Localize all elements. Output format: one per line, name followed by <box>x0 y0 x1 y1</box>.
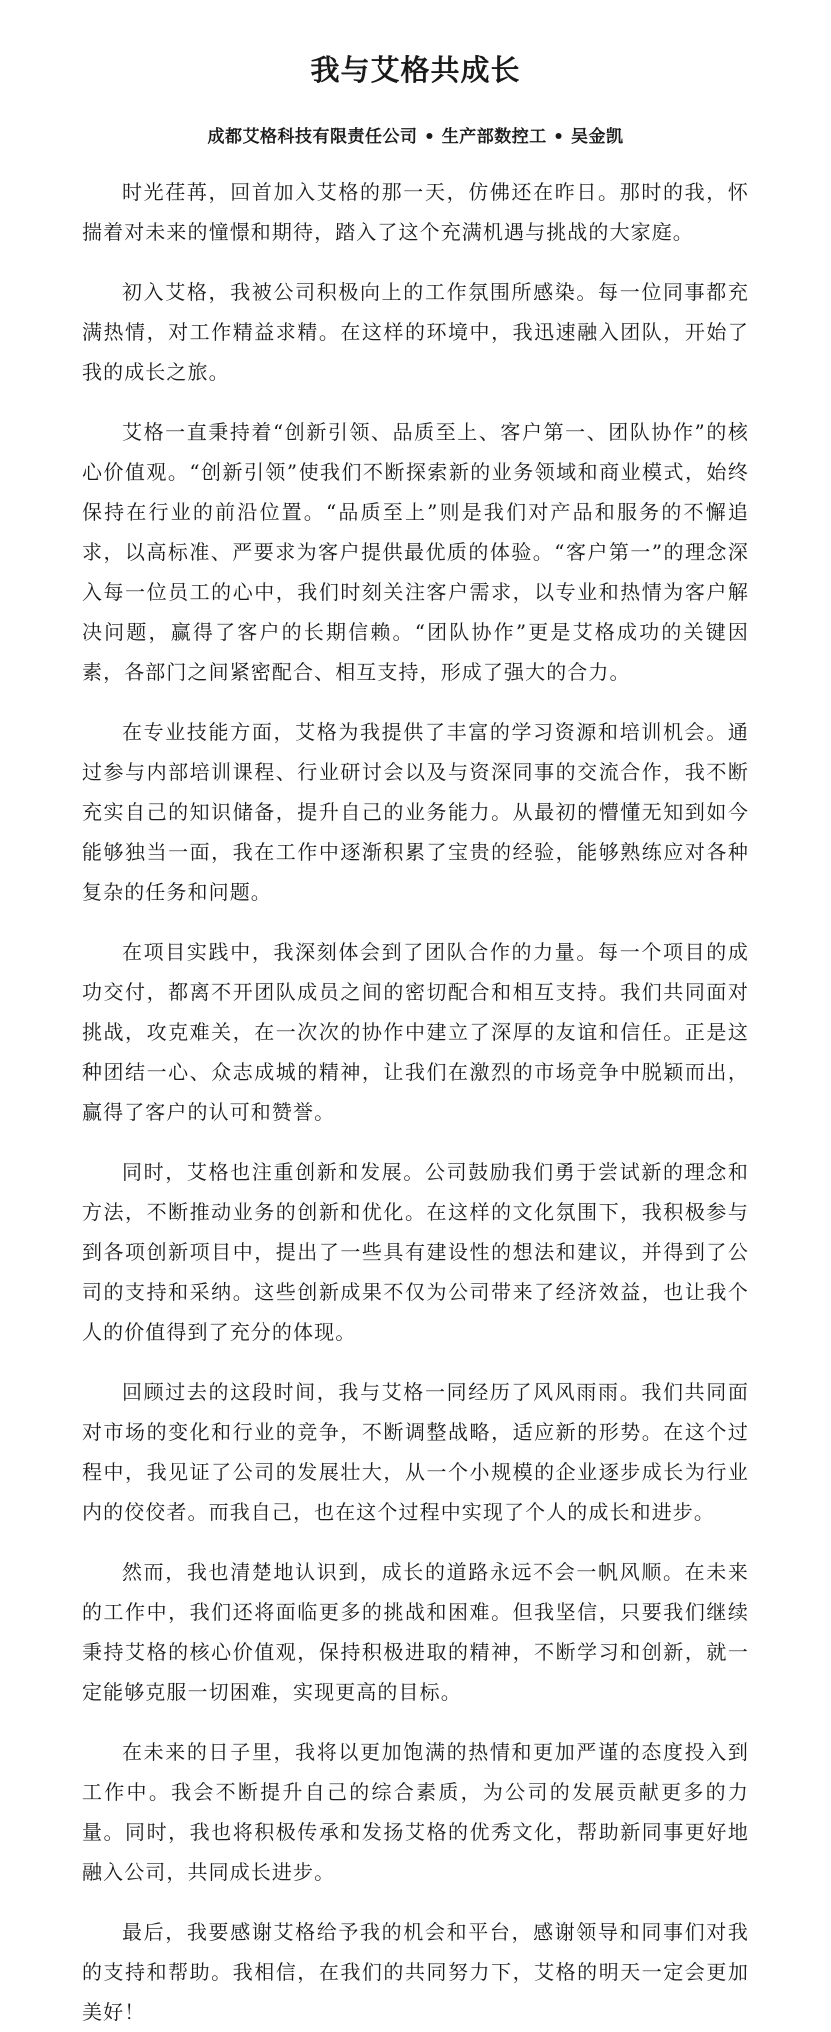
article-body <box>82 172 749 2032</box>
paragraph-2: 初入艾格，我被公司积极向上的工作氛围所感染。每一位同事都充满热情，对工作精益求精。在这样的环境中，我迅速融入团队，开始了我的成长之旅。 <box>82 280 749 384</box>
paragraph-3: 艾格一直秉持着“创新引领、品质至上、客户第一、团队协作”的核心价值观。“创新引领”使我们不断探索新的业务领域和商业模式，始终保持在行业的前沿位置。“品质至上”则是我们对产品和服务的不懈追求，以高标准、严要求为客户提供最优质的体验。“客户第一”的理念深入每一位员工的心中，我们时刻关注客户需求，以专业和热情为客户解决问题，赢得了客户的长期信赖。“团队协作”更是艾格成功的关键因素，各部门之间紧密配合、相互支持，形成了强大的合力。 <box>82 420 749 684</box>
paragraph-7: 回顾过去的这段时间，我与艾格一同经历了风风雨雨。我们共同面对市场的变化和行业的竞争，不断调整战略，适应新的形势。在这个过程中，我见证了公司的发展壮大，从一个小规模的企业逐步成长为行业内的佼佼者。而我自己，也在这个过程中实现了个人的成长和进步。 <box>82 1380 749 1524</box>
paragraph-8: 然而，我也清楚地认识到，成长的道路永远不会一帆风顺。在未来的工作中，我们还将面临更多的挑战和困难。但我坚信，只要我们继续秉持艾格的核心价值观，保持积极进取的精神，不断学习和创新，就一定能够克服一切困难，实现更高的目标。 <box>82 1560 749 1704</box>
paragraph-5: 在项目实践中，我深刻体会到了团队合作的力量。每一个项目的成功交付，都离不开团队成员之间的密切配合和相互支持。我们共同面对挑战，攻克难关，在一次次的协作中建立了深厚的友谊和信任。正是这种团结一心、众志成城的精神，让我们在激烈的市场竞争中脱颖而出，赢得了客户的认可和赞誉。 <box>82 940 749 1124</box>
paragraph-4: 在专业技能方面，艾格为我提供了丰富的学习资源和培训机会。通过参与内部培训课程、行业研讨会以及与资深同事的交流合作，我不断充实自己的知识储备，提升自己的业务能力。从最初的懵懂无知到如今能够独当一面，我在工作中逐渐积累了宝贵的经验，能够熟练应对各种复杂的任务和问题。 <box>82 720 749 904</box>
article-title: 我与艾格共成长 <box>310 53 521 87</box>
paragraph-10: 最后，我要感谢艾格给予我的机会和平台，感谢领导和同事们对我的支持和帮助。我相信，在我们的共同努力下，艾格的明天一定会更加美好！ <box>82 1920 749 2024</box>
paragraph-6: 同时，艾格也注重创新和发展。公司鼓励我们勇于尝试新的理念和方法，不断推动业务的创新和优化。在这样的文化氛围下，我积极参与到各项创新项目中，提出了一些具有建设性的想法和建议，并得到了公司的支持和采纳。这些创新成果不仅为公司带来了经济效益，也让我个人的价值得到了充分的体现。 <box>82 1160 749 1344</box>
paragraph-9: 在未来的日子里，我将以更加饱满的热情和更加严谨的态度投入到工作中。我会不断提升自己的综合素质，为公司的发展贡献更多的力量。同时，我也将积极传承和发扬艾格的优秀文化，帮助新同事更好地融入公司，共同成长进步。 <box>82 1740 749 1884</box>
paragraph-1: 时光荏苒，回首加入艾格的那一天，仿佛还在昨日。那时的我，怀揣着对未来的憧憬和期待，踏入了这个充满机遇与挑战的大家庭。 <box>82 180 749 244</box>
article-byline: 成都艾格科技有限责任公司 • 生产部数控工 • 吴金凯 <box>207 127 624 147</box>
